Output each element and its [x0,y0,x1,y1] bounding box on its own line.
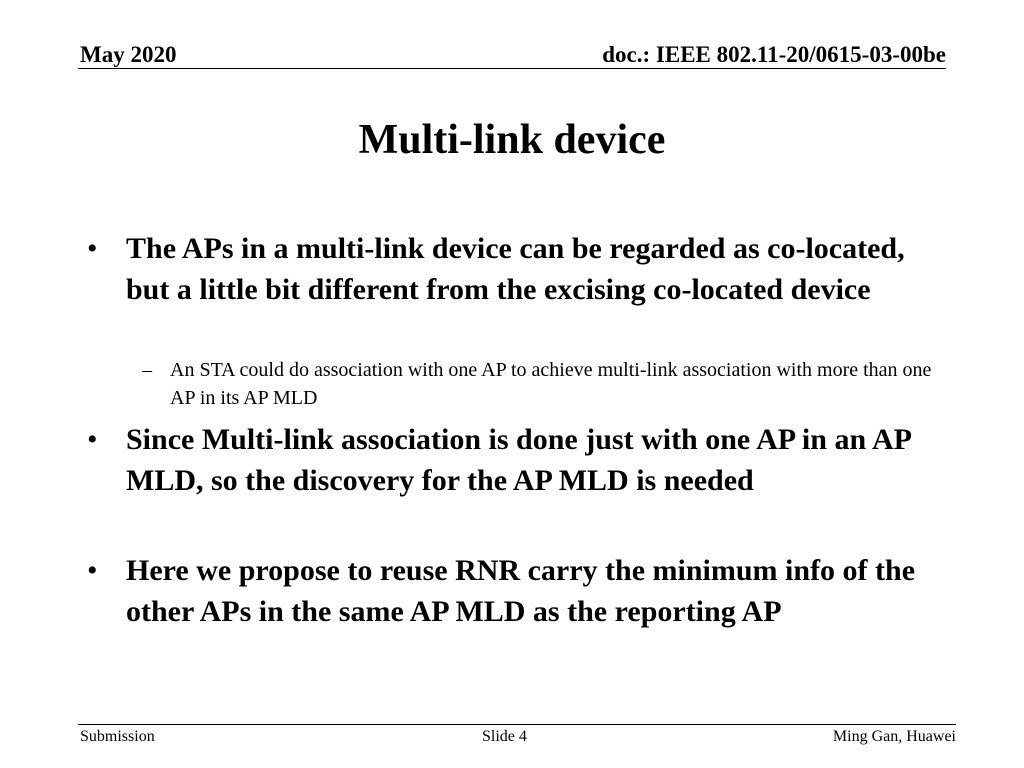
sub-bullet-text: An STA could do association with one AP to achieve multi-link association with more than one AP in its AP MLD [170,359,932,409]
bullet-item [87,551,946,632]
bullet-item [87,229,946,310]
bullet-text: Here we propose to reuse RNR carry the minimum info of the other APs in the same AP MLD as the reporting AP [126,554,916,628]
sub-bullet-item [142,357,946,412]
sub-bullet-marker: – [142,359,152,381]
header-divider [78,68,946,69]
bullet-marker: • [87,232,98,265]
bullet-item [87,420,946,501]
header-date: May 2020 [80,42,177,67]
footer-divider [78,724,956,725]
bullet-text: The APs in a multi-link device can be regarded as co-located, but a little bit different from the excising co-located device [126,232,905,306]
footer-author: Ming Gan, Huawei [832,728,956,745]
bullet-marker: • [87,423,98,456]
header-doc-id: doc.: IEEE 802.11-20/0615-03-00be [602,42,946,67]
footer-slide-number: Slide 4 [482,728,527,745]
bullet-text: Since Multi-link association is done just with one AP in an AP MLD, so the discovery for the AP MLD is needed [126,423,911,497]
slide-title: Multi-link device [358,117,666,163]
bullet-marker: • [87,554,98,587]
footer-submission: Submission [80,728,155,745]
